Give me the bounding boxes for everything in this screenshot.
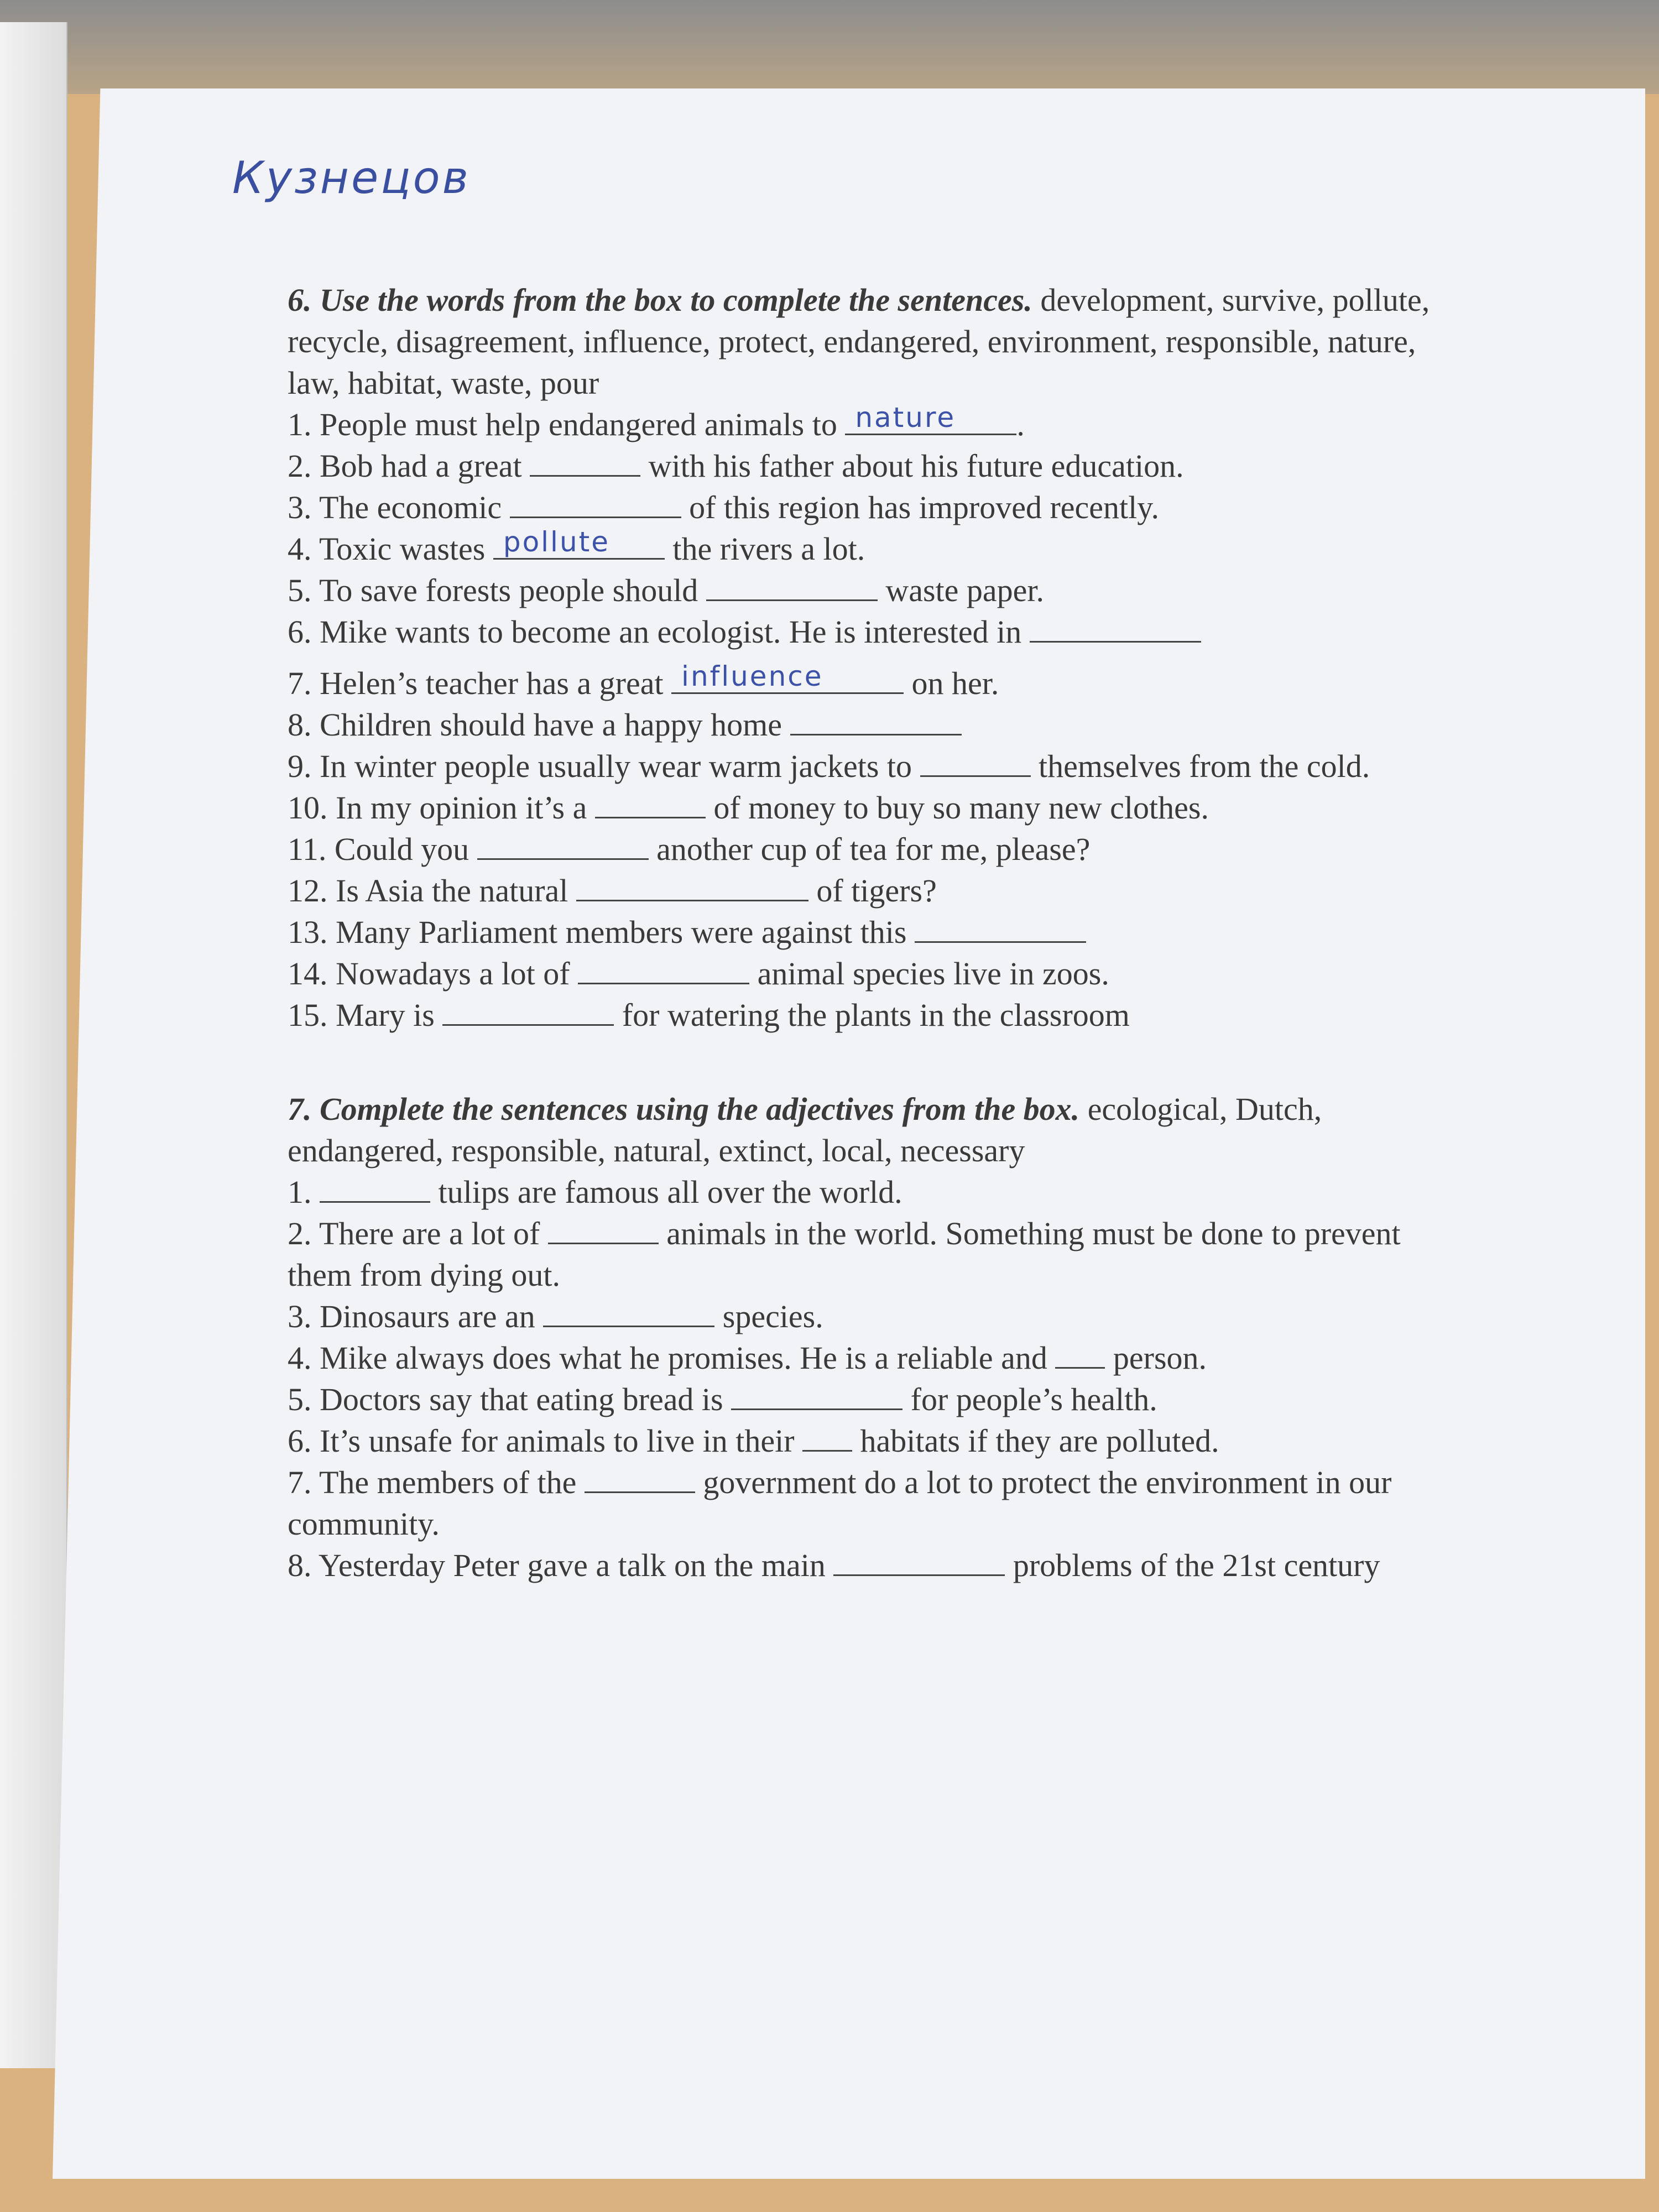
list-item: 3. Dinosaurs are an species.	[288, 1296, 1449, 1337]
answer-blank[interactable]	[530, 445, 640, 477]
answer-blank[interactable]	[1030, 611, 1201, 643]
answer-blank[interactable]	[442, 994, 614, 1026]
list-item: 6. It’s unsafe for animals to live in their habitats if they are polluted.	[288, 1420, 1449, 1462]
list-item: 15. Mary is for watering the plants in the classroom	[288, 994, 1449, 1036]
worksheet-content	[288, 279, 1449, 1586]
answer-blank[interactable]	[543, 1296, 714, 1327]
handwritten-answer: nature	[855, 401, 956, 434]
answer-blank[interactable]	[706, 570, 878, 601]
list-item: 2. There are a lot of animals in the world. Something must be done to prevent them from dying out.	[288, 1213, 1449, 1296]
list-item: 1. tulips are famous all over the world.	[288, 1171, 1449, 1213]
answer-blank[interactable]	[731, 1379, 902, 1410]
list-item: 12. Is Asia the natural of tigers?	[288, 870, 1449, 911]
exercise-6-heading: 6. Use the words from the box to complete the sentences.	[288, 282, 1032, 318]
answer-blank[interactable]	[585, 1462, 695, 1493]
desk-background	[0, 0, 1659, 94]
list-item: 1. People must help endangered animals to nature .	[288, 401, 1025, 442]
answer-blank[interactable]	[510, 487, 681, 518]
list-item: 8. Children should have a happy home	[288, 704, 1449, 745]
exercise-7	[288, 1088, 1449, 1586]
exercise-6	[288, 279, 1449, 1036]
answer-blank[interactable]	[845, 401, 1016, 435]
list-item: 4. Mike always does what he promises. He is a reliable and person.	[288, 1337, 1449, 1379]
list-item: 6. Mike wants to become an ecologist. He is interested in	[288, 611, 1449, 653]
exercise-6-word-box: development, survive, pollute, recycle, disagreement, influence, protect, endangered, environment, responsible, nature, law, habitat, waste, pour	[288, 282, 1430, 401]
list-item: 7. The members of the government do a lot to protect the environment in our community.	[288, 1462, 1449, 1545]
list-item: 9. In winter people usually wear warm jackets to themselves from the cold.	[288, 745, 1449, 787]
list-item: 5. To save forests people should waste paper.	[288, 570, 1449, 611]
answer-blank[interactable]	[802, 1420, 852, 1452]
list-item: 10. In my opinion it’s a of money to buy so many new clothes.	[288, 787, 1449, 828]
book-edge	[0, 22, 67, 2068]
exercise-7-heading: 7. Complete the sentences using the adjectives from the box.	[288, 1091, 1080, 1127]
list-item: 2. Bob had a great with his father about his future education.	[288, 445, 1449, 487]
handwritten-name: Кузнецов	[232, 152, 471, 204]
handwritten-answer: influence	[681, 660, 823, 692]
answer-blank[interactable]	[576, 870, 808, 901]
answer-blank[interactable]	[578, 953, 749, 984]
list-item: 8. Yesterday Peter gave a talk on the main problems of the 21st century	[288, 1545, 1449, 1586]
answer-blank[interactable]	[320, 1171, 430, 1203]
list-item: 7. Helen’s teacher has a great influence on her.	[288, 660, 999, 701]
list-item: 11. Could you another cup of tea for me, please?	[288, 828, 1449, 870]
answer-blank[interactable]	[477, 828, 649, 860]
answer-blank[interactable]	[1055, 1337, 1105, 1369]
handwritten-answer: pollute	[503, 526, 610, 558]
list-item: 13. Many Parliament members were against this	[288, 911, 1449, 953]
exercise-7-word-box: ecological, Dutch, endangered, responsible, natural, extinct, local, necessary	[288, 1091, 1322, 1168]
answer-blank[interactable]	[915, 911, 1086, 943]
list-item: 14. Nowadays a lot of animal species live in zoos.	[288, 953, 1449, 994]
answer-blank[interactable]	[595, 787, 706, 818]
list-item: 5. Doctors say that eating bread is for people’s health.	[288, 1379, 1449, 1420]
answer-blank[interactable]	[790, 704, 962, 735]
list-item: 3. The economic of this region has improved recently.	[288, 487, 1449, 528]
list-item: 4. Toxic wastes pollute the rivers a lot.	[288, 526, 865, 567]
answer-blank[interactable]	[833, 1545, 1005, 1576]
answer-blank[interactable]	[493, 528, 665, 560]
answer-blank[interactable]	[548, 1213, 659, 1244]
answer-blank[interactable]	[671, 662, 904, 694]
answer-blank[interactable]	[920, 745, 1031, 777]
